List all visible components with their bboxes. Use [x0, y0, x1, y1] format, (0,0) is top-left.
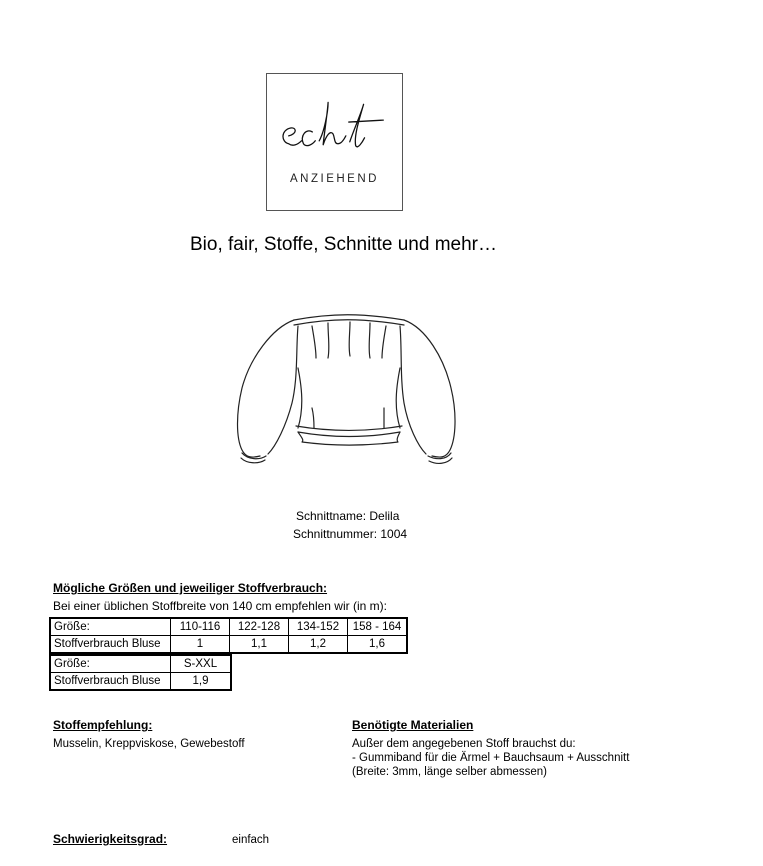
- usage-cell: 1,9: [171, 673, 232, 691]
- size-cell: 134-152: [289, 618, 348, 636]
- materials-line: Außer dem angegebenen Stoff brauchst du:: [352, 738, 576, 750]
- pattern-name: Schnittname: Delila: [296, 509, 400, 523]
- size-cell: S-XXL: [171, 655, 232, 673]
- logo-script-wordmark: [267, 92, 402, 162]
- size-cell: 158 - 164: [348, 618, 408, 636]
- adult-size-usage-table: [49, 654, 232, 691]
- usage-cell: 1,1: [230, 636, 289, 654]
- size-label: Größe:: [50, 655, 171, 673]
- sizes-heading: Mögliche Größen und jeweiliger Stoffverbrauch:: [53, 581, 328, 595]
- materials-list: [352, 737, 629, 779]
- size-cell: 122-128: [230, 618, 289, 636]
- fabric-text: Musselin, Kreppviskose, Gewebestoff: [53, 738, 245, 750]
- materials-line: (Breite: 3mm, länge selber abmessen): [352, 766, 547, 778]
- table-row: [50, 636, 407, 654]
- sizes-intro: Bei einer üblichen Stoffbreite von 140 cm empfehlen wir (in m):: [53, 599, 387, 613]
- usage-cell: 1,2: [289, 636, 348, 654]
- difficulty-value: einfach: [232, 834, 270, 846]
- difficulty-heading: Schwierigkeitsgrad:: [53, 832, 168, 846]
- logo-subtitle: ANZIEHEND: [290, 173, 379, 185]
- size-cell: 110-116: [171, 618, 230, 636]
- usage-label: Stoffverbrauch Bluse: [50, 673, 171, 691]
- usage-cell: 1: [171, 636, 230, 654]
- usage-cell: 1,6: [348, 636, 408, 654]
- logo: [266, 73, 403, 211]
- materials-line: - Gummiband für die Ärmel + Bauchsaum + Ausschnitt: [352, 752, 630, 764]
- pattern-number: Schnittnummer: 1004: [293, 527, 408, 541]
- materials-heading: Benötigte Materialien: [352, 718, 474, 732]
- usage-label: Stoffverbrauch Bluse: [50, 636, 171, 654]
- size-usage-table: [49, 617, 408, 654]
- tagline: Bio, fair, Stoffe, Schnitte und mehr…: [190, 234, 497, 255]
- table-row: [50, 673, 231, 691]
- blouse-drawing-icon: [232, 308, 460, 476]
- table-row: [50, 618, 407, 636]
- size-label: Größe:: [50, 618, 171, 636]
- table-row: [50, 655, 231, 673]
- fabric-heading: Stoffempfehlung:: [53, 718, 153, 732]
